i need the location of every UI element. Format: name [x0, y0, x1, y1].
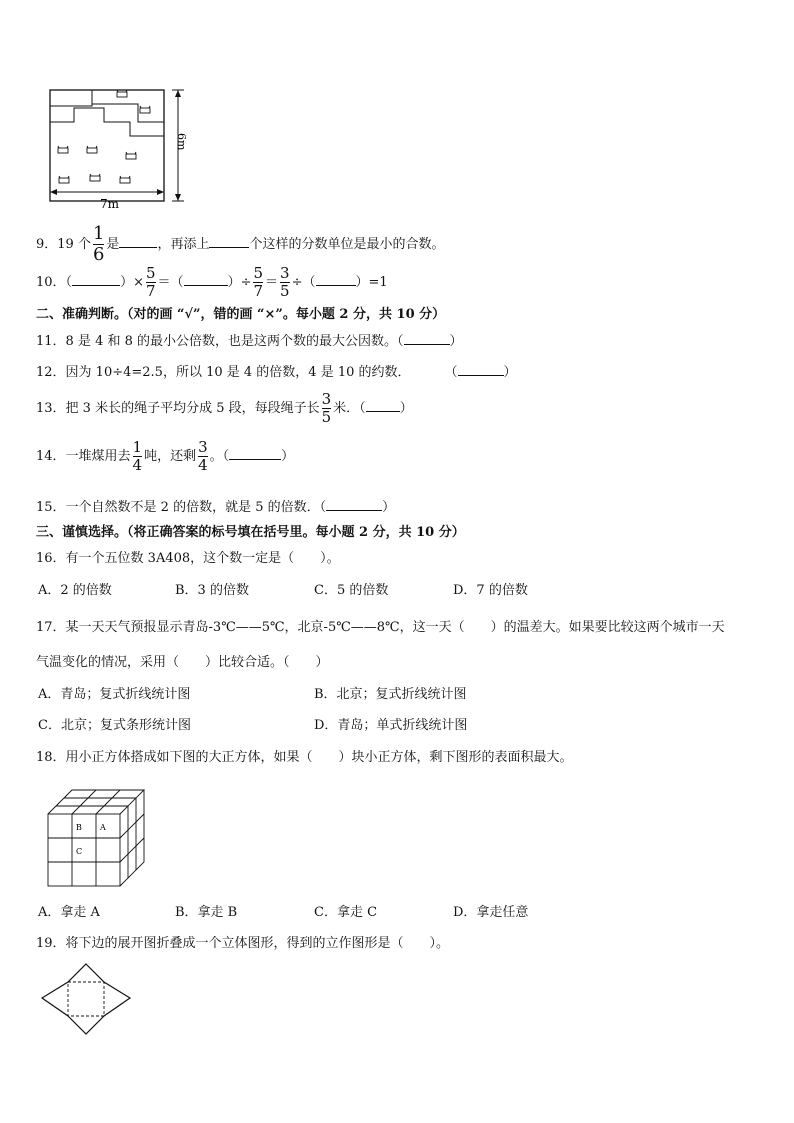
q10-f3-num: 3	[280, 264, 290, 282]
question-11	[36, 332, 463, 351]
q13-text: 13．把 3 米长的绳子平均分成 5 段，每段绳子长	[36, 401, 320, 416]
q10-number: 10．	[36, 275, 66, 290]
q16-option-b[interactable]: B．3 的倍数	[175, 583, 249, 598]
q10-f1-den: 7	[145, 282, 156, 300]
q12-answer-blank[interactable]	[458, 363, 504, 376]
question-15	[36, 498, 395, 517]
q16-option-c[interactable]: C．5 的倍数	[314, 583, 389, 598]
pyramid-net-figure	[38, 960, 134, 1040]
q9-frac-den: 6	[92, 244, 105, 265]
q15-text: 15．一个自然数不是 2 的倍数，就是 5 的倍数．（	[36, 500, 327, 515]
q17-option-c[interactable]: C．北京；复式条形统计图	[38, 718, 191, 733]
q10-f3-den: 5	[280, 282, 290, 300]
cube-figure	[40, 784, 152, 890]
q18-option-a[interactable]: A．拿走 A	[38, 905, 100, 920]
q9-text-c: ，再添上	[157, 237, 210, 252]
q14-mid: 吨，还剩	[144, 449, 197, 464]
q10-tail: =1	[368, 275, 388, 290]
q13-frac-den: 5	[321, 408, 332, 426]
q10-div-2: ÷	[291, 275, 303, 290]
q14-fraction-2	[198, 440, 208, 473]
q13-frac-num: 3	[321, 390, 332, 408]
q10-frac-3	[280, 266, 290, 299]
q15-answer-blank[interactable]	[326, 498, 382, 511]
q14-fraction-1	[133, 440, 143, 473]
q11-text: 11．8 是 4 和 8 的最小公倍数，也是这两个数的最大公因数。（	[36, 334, 404, 349]
room-width-label: 7m	[100, 197, 120, 211]
question-12	[36, 363, 517, 382]
q10-frac-2	[253, 266, 263, 299]
q18-option-b[interactable]: B．拿走 B	[175, 905, 238, 920]
q9-blank-1[interactable]	[119, 235, 157, 248]
q15-close: ）	[382, 500, 396, 515]
q10-frac-1	[146, 266, 156, 299]
q13-fraction	[322, 392, 332, 425]
question-16: 16．有一个五位数 3A408，这个数一定是（ ）。	[36, 551, 340, 566]
q14-close: ）	[281, 449, 295, 464]
q13-answer-blank[interactable]	[366, 399, 400, 412]
cube-label-b: B	[76, 823, 82, 832]
q12-close: ）	[503, 365, 517, 380]
q17-option-d[interactable]: D．青岛；单式折线统计图	[314, 718, 468, 733]
q17-option-a[interactable]: A．青岛；复式折线统计图	[38, 687, 191, 702]
question-13	[36, 392, 413, 425]
question-17-line-2: 气温变化的情况，采用（ ）比较合适。（ ）	[36, 655, 329, 670]
q18-option-d[interactable]: D．拿走任意	[453, 905, 529, 920]
q9-text-b: 是	[106, 237, 120, 252]
q17-option-b[interactable]: B．北京；复式折线统计图	[314, 687, 467, 702]
q10-blank-2[interactable]	[184, 273, 228, 286]
q14-f2-den: 4	[198, 456, 208, 474]
q10-times: ×	[133, 275, 144, 290]
q10-f1-num: 5	[145, 264, 156, 282]
section-2-title: 二、准确判断。（对的画 “√”，错的画 “×”。每小题 2 分，共 10 分）	[36, 307, 446, 322]
cube-label-a: A	[100, 823, 106, 832]
q10-blank-1[interactable]	[72, 273, 120, 286]
room-plan-figure	[40, 84, 190, 212]
question-18: 18．用小正方体搭成如下图的大正方体，如果（ ）块小正方体，剩下图形的表面积最大。	[36, 750, 573, 765]
q14-f1-den: 4	[132, 456, 143, 474]
q12-open: （	[444, 365, 458, 380]
q9-text-a: 19 个	[57, 237, 91, 252]
q13-close: ）	[399, 401, 413, 416]
q10-lparen-1: （	[65, 275, 73, 290]
room-height-label: 6m	[175, 133, 188, 151]
section-3-title: 三、谨慎选择。（将正确答案的标号填在括号里。每小题 2 分，共 10 分）	[36, 525, 465, 540]
question-17-line-1: 17．某一天天气预报显示青岛-3℃——5℃，北京-5℃——8℃，这一天（ ）的温差大。如果要比较这两个城市一天	[36, 620, 725, 635]
question-14	[36, 440, 294, 473]
q9-frac-num: 1	[92, 223, 105, 244]
q10-rparen-3: ）	[355, 275, 369, 290]
q14-text: 14．一堆煤用去	[36, 449, 131, 464]
q13-tail: 米．（	[333, 401, 366, 416]
cube-label-c: C	[76, 847, 83, 856]
q10-lparen-2: （	[170, 275, 184, 290]
q10-rparen-1: ）	[120, 275, 134, 290]
q10-eq-2: ＝	[265, 275, 279, 290]
q10-f2-den: 7	[253, 282, 264, 300]
q16-option-a[interactable]: A．2 的倍数	[38, 583, 112, 598]
q10-lparen-3: （	[302, 275, 316, 290]
question-10	[36, 266, 388, 299]
q9-text-d: 个这样的分数单位是最小的合数。	[249, 237, 445, 252]
question-9	[36, 225, 444, 264]
q16-option-d[interactable]: D．7 的倍数	[453, 583, 528, 598]
q10-rparen-2: ）	[227, 275, 241, 290]
q10-f2-num: 5	[253, 264, 264, 282]
q14-f1-num: 1	[132, 438, 143, 456]
q12-text: 12．因为 10÷4=2.5，所以 10 是 4 的倍数，4 是 10 的约数．	[36, 365, 411, 380]
q14-tail: 。（	[209, 449, 230, 464]
q10-div: ÷	[240, 275, 252, 290]
q11-answer-blank[interactable]	[404, 332, 450, 345]
q11-close: ）	[449, 334, 463, 349]
q18-option-c[interactable]: C．拿走 C	[314, 905, 378, 920]
q10-eq-1: ＝	[157, 275, 171, 290]
q14-f2-num: 3	[198, 438, 208, 456]
q9-blank-2[interactable]	[209, 235, 249, 248]
q9-fraction	[93, 225, 104, 264]
q10-blank-3[interactable]	[316, 273, 356, 286]
q14-answer-blank[interactable]	[229, 447, 281, 460]
question-19: 19．将下边的展开图折叠成一个立体图形，得到的立作图形是（ ）。	[36, 936, 450, 951]
q9-number: 9．	[36, 237, 58, 252]
